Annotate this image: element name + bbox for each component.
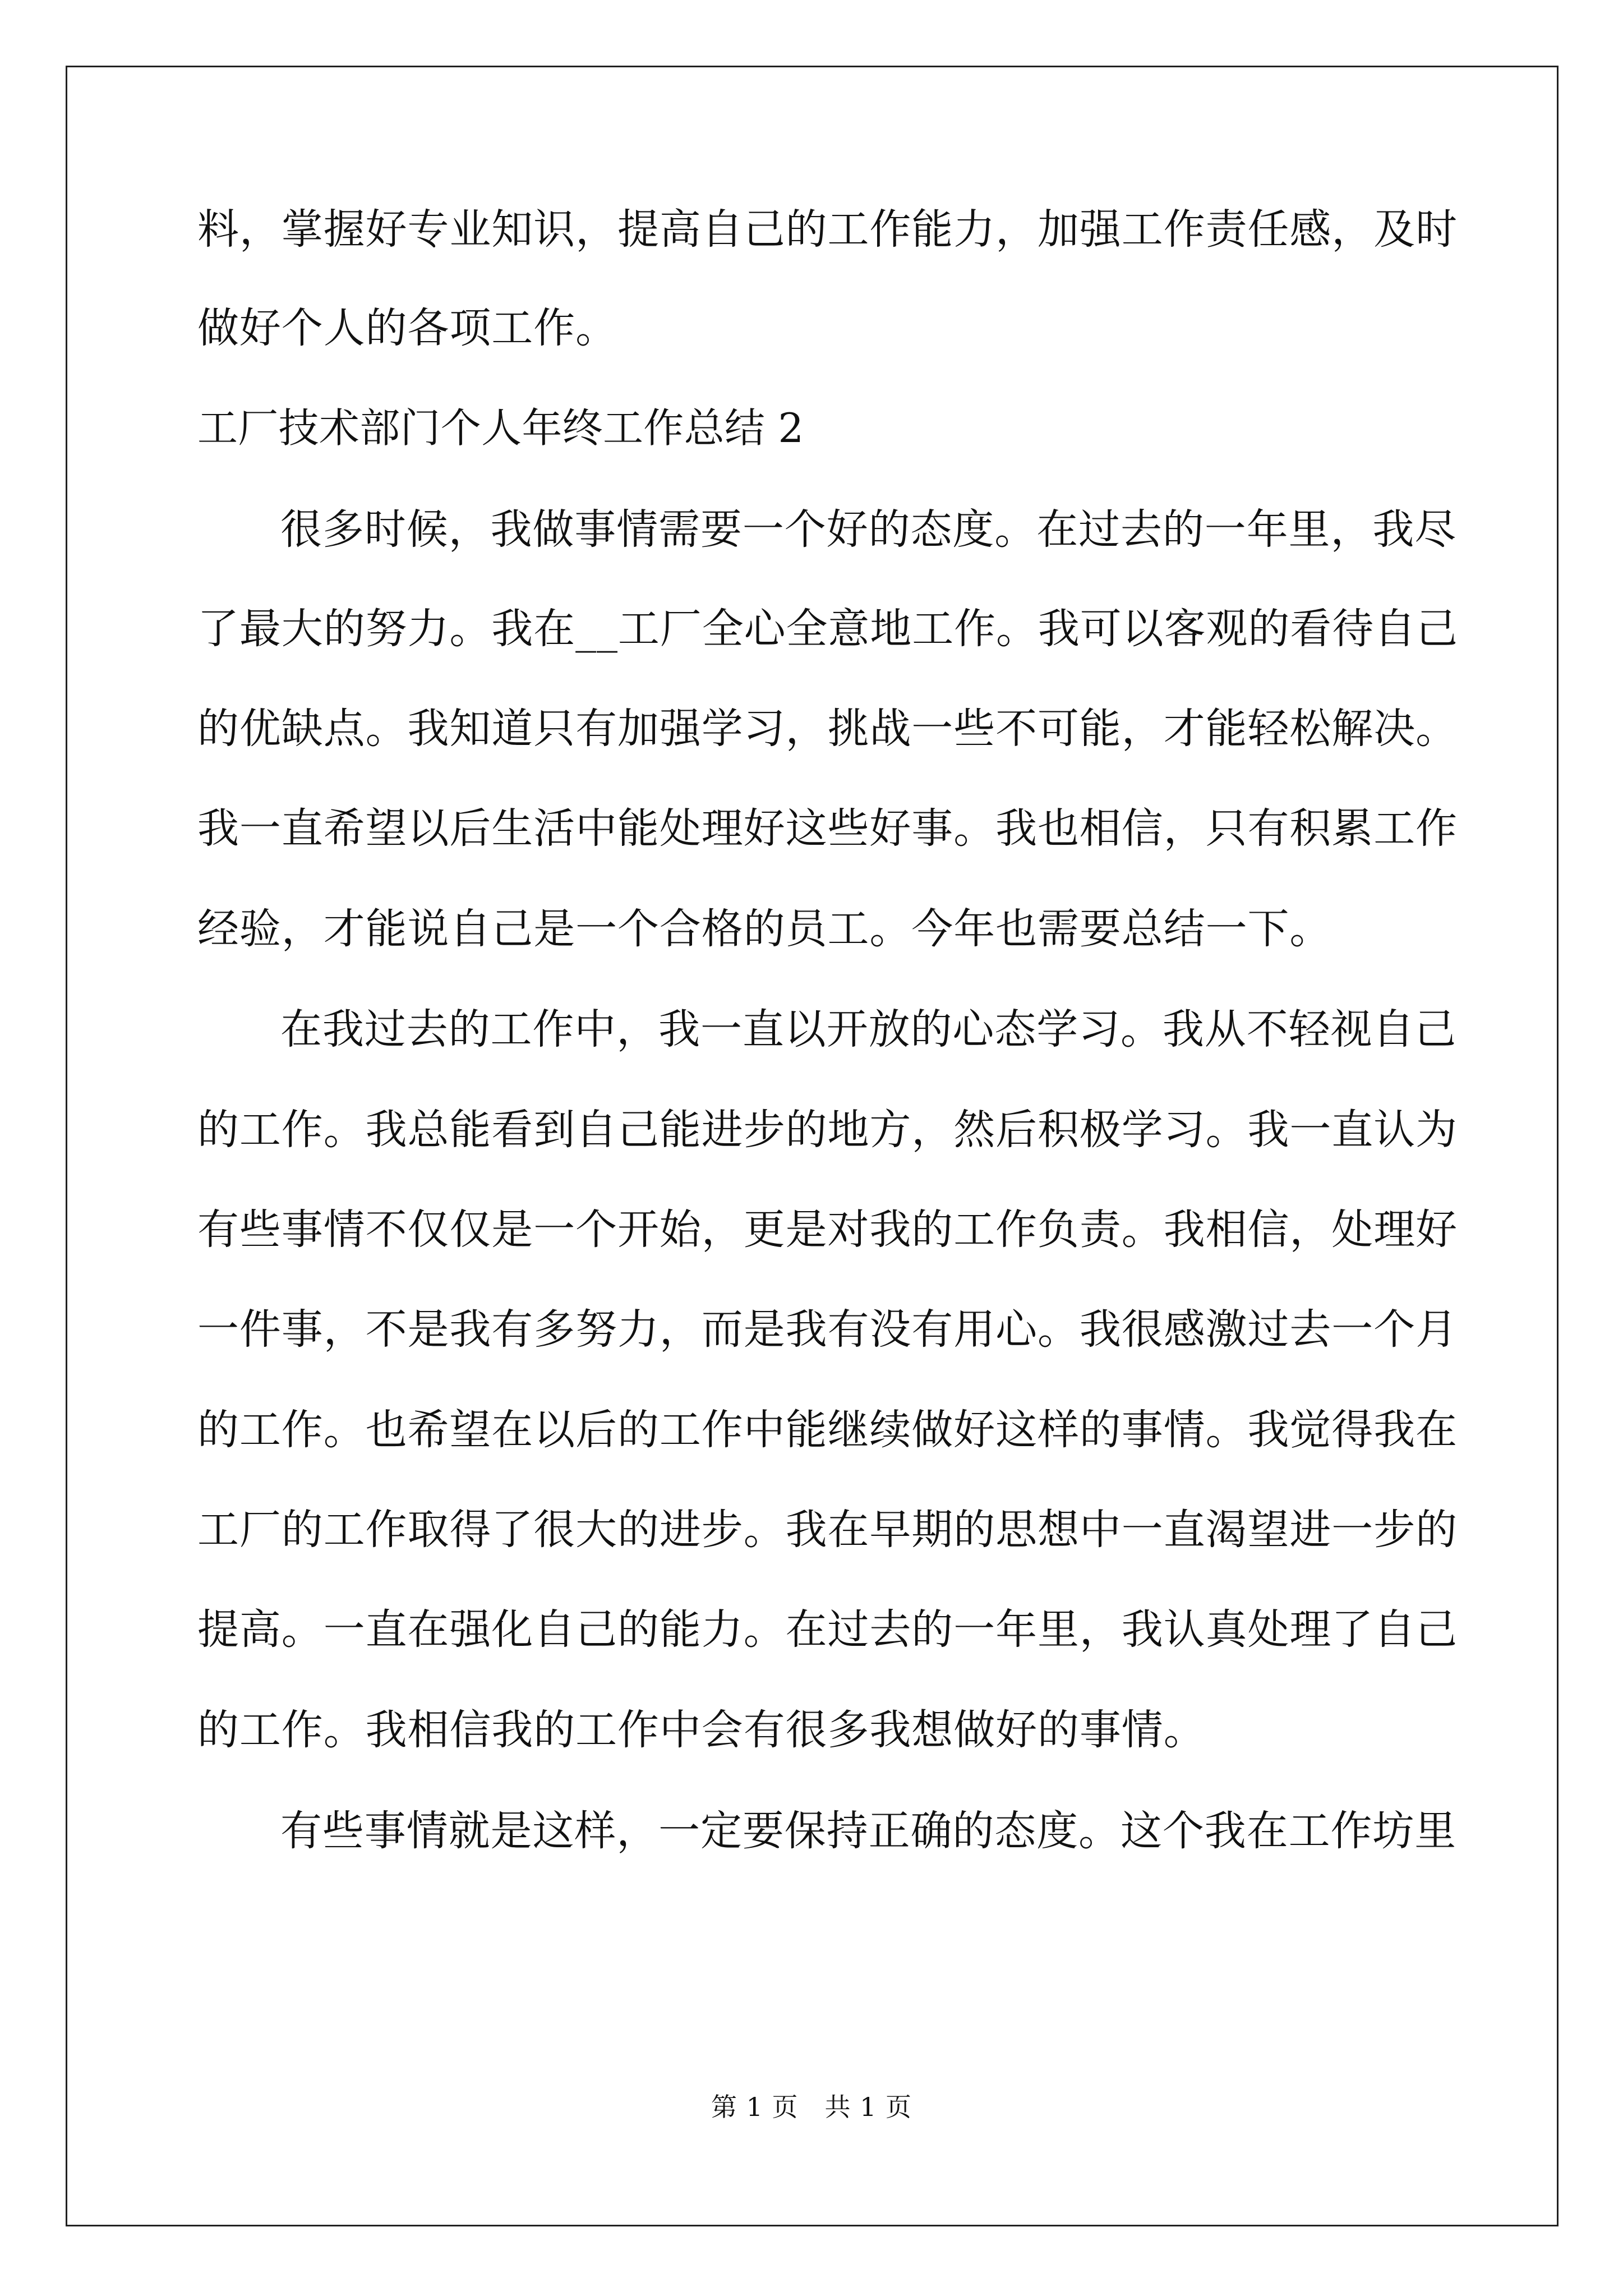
paragraph-1-line-3: 的优缺点。我知道只有加强学习，挑战一些不可能，才能轻松解决。 [197,705,1458,753]
paragraph-1-line-5: 经验，才能说自己是一个合格的员工。今年也需要总结一下。 [197,905,1332,953]
section-heading: 工厂技术部门个人年终工作总结 2 [197,404,804,452]
paragraph-1-line-2: 了最大的努力。我在__工厂全心全意地工作。我可以客观的看待自己 [197,605,1458,653]
paragraph-2-line-7: 提高。一直在强化自己的能力。在过去的一年里，我认真处理了自己 [197,1605,1458,1654]
continuation-line-1: 料，掌握好专业知识，提高自己的工作能力，加强工作责任感，及时 [197,205,1458,254]
paragraph-2-line-8: 的工作。我相信我的工作中会有很多我想做好的事情。 [197,1706,1206,1754]
paragraph-2-line-2: 的工作。我总能看到自己能进步的地方，然后积极学习。我一直认为 [197,1106,1458,1154]
paragraph-1-line-4: 我一直希望以后生活中能处理好这些好事。我也相信，只有积累工作 [197,804,1458,853]
continuation-line-2: 做好个人的各项工作。 [197,304,617,352]
page-number-footer: 第 1 页 共 1 页 [711,2092,912,2122]
paragraph-2-line-5: 的工作。也希望在以后的工作中能继续做好这样的事情。我觉得我在 [197,1406,1458,1454]
paragraph-2-line-1: 在我过去的工作中，我一直以开放的心态学习。我从不轻视自己 [280,1005,1457,1053]
paragraph-2-line-4: 一件事，不是我有多努力，而是我有没有用心。我很感激过去一个月 [197,1305,1458,1354]
paragraph-2-line-6: 工厂的工作取得了很大的进步。我在早期的思想中一直渴望进一步的 [197,1506,1458,1554]
paragraph-3-line-1: 有些事情就是这样，一定要保持正确的态度。这个我在工作坊里 [280,1807,1457,1855]
paragraph-1-line-1: 很多时候，我做事情需要一个好的态度。在过去的一年里，我尽 [280,505,1457,554]
paragraph-2-line-3: 有些事情不仅仅是一个开始，更是对我的工作负责。我相信，处理好 [197,1205,1458,1254]
